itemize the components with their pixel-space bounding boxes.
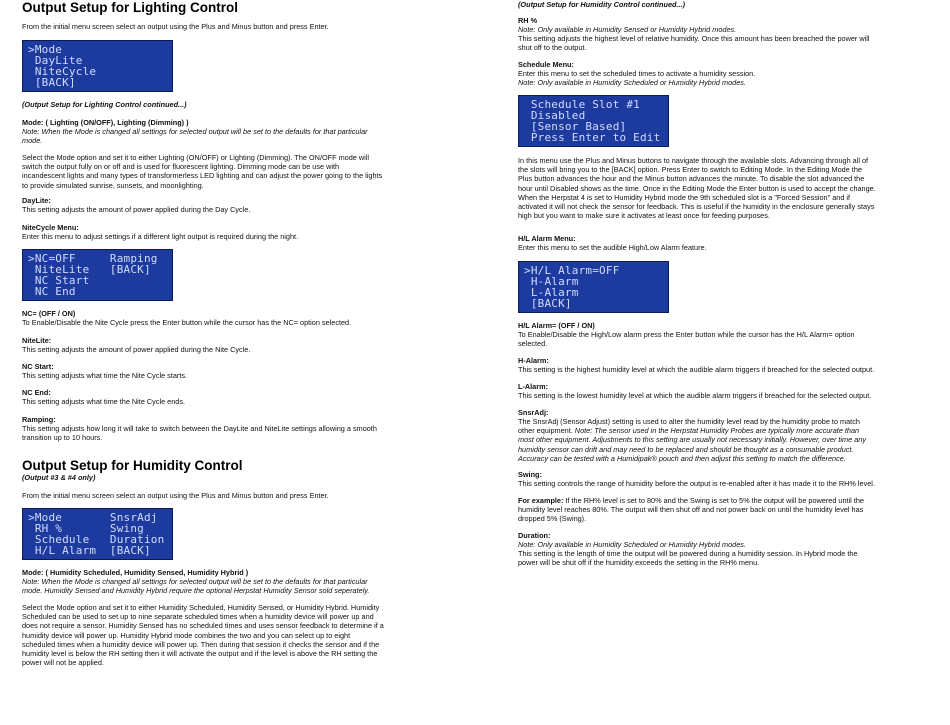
humidity-subtitle: (Output #3 & #4 only): [22, 473, 96, 482]
text-span: If the RH% level is set to 80% and the Swing is set to 5% the output will be powered until the: [563, 496, 864, 505]
text-line: This setting is the length of time the output will be powered during a humidity session. In Hybrid mode the: [518, 549, 858, 558]
rh-note: Note: Only available in Humidity Sensed or Humidity Hybrid modes.: [518, 25, 737, 34]
lcd-row: NC End: [28, 285, 76, 298]
humidity-continued-heading: (Output Setup for Humidity Control continued...): [518, 0, 685, 9]
hl-alarm-menu-text: Enter this menu to set the audible High/Low Alarm feature.: [518, 243, 707, 252]
lcd-row: >H/L Alarm=OFF: [524, 264, 620, 277]
text-line: incandescent lights and many types of transformerless LED lighting and can adjust the power going to the lights: [22, 171, 383, 181]
lcd-schedule-menu: [518, 95, 669, 147]
nitelite-text: This setting adjusts the amount of power applied during the Nite Cycle.: [22, 345, 251, 354]
text-line: Note: When the Mode is changed all settings for selected output will be set to the defaults for that particular: [22, 577, 368, 586]
lcd-humidity-menu: [22, 508, 173, 560]
lcd-row: >NC=OFF Ramping: [28, 252, 158, 265]
text-line: activated it will not check the sensor for feedback. This is useful if the humidity in the enclosure generally stays: [518, 202, 875, 212]
snsradj-heading: SnsrAdj:: [518, 408, 549, 417]
text-line-mixed: [518, 496, 930, 505]
lcd-row: [BACK]: [524, 297, 572, 310]
text-line: mode. Humidity Sensed and Humidity Hybrid require the optional Herpstat Humidity Sensor sold seperately.: [22, 586, 370, 596]
text-line: the slots will bring you to the [BACK] option. Press Enter to switch to Editing Mode. In the Editing Mode the: [518, 165, 862, 175]
text-line: Plus button advances the hour and the Minus button advances the minute. To disable the slot advanced the: [518, 174, 865, 184]
hl-alarm-menu-heading: H/L Alarm Menu:: [518, 234, 576, 243]
lcd-row: [Sensor Based]: [524, 120, 627, 133]
schedule-text: Enter this menu to set the scheduled times to activate a humidity session.: [518, 69, 756, 78]
lcd-row: NiteCycle: [28, 65, 97, 78]
lcd-row: L-Alarm: [524, 286, 579, 299]
duration-heading: Duration:: [518, 531, 551, 540]
duration-note: Note: Only available in Humidity Scheduled or Humidity Hybrid modes.: [518, 540, 746, 549]
l-alarm-heading: L-Alarm:: [518, 382, 548, 391]
text-line: humidity sensor can drift and may need to be replaced and should be thought as a consumable product.: [518, 444, 854, 454]
schedule-heading: Schedule Menu:: [518, 60, 574, 69]
lcd-row: NC Start: [28, 274, 90, 287]
humidity-mode-note: [22, 577, 442, 595]
snsradj-text: [518, 417, 930, 463]
text-line: dropped 5% (Swing).: [518, 514, 587, 524]
text-line: selected.: [518, 339, 548, 349]
ncend-text: This setting adjusts what time the Nite Cycle ends.: [22, 397, 186, 406]
nc-text: To Enable/Disable the Nite Cycle press the Enter button while the cursor has the NC= option selected.: [22, 318, 352, 327]
text-line: high but you want to make sure it activates at least once for feeding purposes.: [518, 211, 770, 221]
text-line: This setting adjusts how long it will take to switch between the DayLite and NiteLite settings allowing a smooth: [22, 424, 377, 433]
h-alarm-heading: H-Alarm:: [518, 356, 549, 365]
example-text: [518, 496, 930, 524]
lcd-row: H/L Alarm [BACK]: [28, 544, 151, 557]
mode-description: [22, 153, 442, 190]
text-line: Accuracy can be tested with a Humidipak® pouch and then adjust this setting to match the difference.: [518, 453, 846, 463]
ncstart-heading: NC Start:: [22, 362, 54, 371]
h-alarm-text: This setting is the highest humidity level at which the audible alarm triggers if breached for the selected output.: [518, 365, 875, 374]
lcd-lighting-menu: [22, 40, 173, 92]
lcd-row: Press Enter to Edit: [524, 131, 661, 144]
mode-heading: Mode: ( Lighting (ON/OFF), Lighting (Dimming) ): [22, 118, 189, 127]
humidity-mode-description: [22, 603, 442, 667]
l-alarm-text: This setting is the lowest humidity level at which the audible alarm triggers if breached for the selected output.: [518, 391, 872, 400]
lcd-row: Schedule Slot #1: [524, 98, 640, 111]
lcd-row: [BACK]: [28, 76, 76, 89]
text-line: humidity level reaches 80%. The output will then shut off and not power back on until the humidity level has: [518, 505, 864, 515]
lcd-row: DayLite: [28, 54, 83, 67]
text-line: to provide simulated sunrise, sunsets, and moonlighting.: [22, 180, 204, 190]
nitecycle-text: Enter this menu to adjust settings if a different light output is required during the night.: [22, 232, 299, 241]
lighting-continued-heading: (Output Setup for Lighting Control continued...): [22, 100, 187, 109]
lighting-intro: From the initial menu screen select an output using the Plus and Minus button and press Enter.: [22, 22, 329, 31]
lcd-nitecycle-menu: [22, 249, 173, 301]
ncend-heading: NC End:: [22, 388, 51, 397]
lcd-row: >Mode: [28, 43, 63, 56]
schedule-note: Note: Only available in Humidity Scheduled or Humidity Hybrid modes.: [518, 78, 746, 87]
mode-note: Note: When the Mode is changed all settings for selected output will be set to the defaults for that particular: [22, 127, 368, 136]
text-line: In this menu use the Plus and Minus buttons to navigate through the available slots. Advancing through all of: [518, 156, 869, 165]
example-heading: For example:: [518, 496, 564, 505]
text-line: transition up to 10 hours.: [22, 433, 103, 443]
text-line: The SnsrAdj (Sensor Adjust) setting is used to alter the humidity level read by the humidity probe to match: [518, 417, 860, 426]
text-line-mixed: [518, 426, 930, 435]
schedule-description: [518, 156, 930, 220]
ramping-heading: Ramping:: [22, 415, 56, 424]
text-line: scheduled times when a humidity device will power up. Then during that session it checks the sensor and if the: [22, 639, 380, 649]
lcd-row: Schedule Duration: [28, 533, 165, 546]
lcd-hl-alarm-menu: [518, 261, 669, 313]
humidity-intro: From the initial menu screen select an output using the Plus and Minus button and press Enter.: [22, 491, 329, 500]
page-title-humidity: Output Setup for Humidity Control: [22, 458, 243, 473]
duration-text: [518, 549, 930, 567]
page-title-lighting: Output Setup for Lighting Control: [22, 0, 238, 15]
text-line: hour until Disabled shows as the time. Once in the Editing Mode the Enter button is used to accept the change.: [518, 183, 876, 193]
text-line: shut off to the output.: [518, 43, 587, 53]
daylite-text: This setting adjusts the amount of power applied during the Day Cycle.: [22, 205, 251, 214]
text-line: When the Herpstat 4 is set to Humidity Hybrid mode the 9th scheduled slot is a "Forced Session" and if: [518, 192, 851, 202]
text-span: other equipment.: [518, 426, 575, 436]
lcd-row: >Mode SnsrAdj: [28, 511, 158, 524]
text-line: power will not be applied.: [22, 658, 104, 668]
rh-heading: RH %: [518, 16, 538, 25]
lcd-row: NiteLite [BACK]: [28, 263, 151, 276]
text-line: Select the Mode option and set it to either Humidity Scheduled, Humidity Sensed, or Humidity Hybrid. Humidity: [22, 603, 380, 612]
hl-alarm-setting-text: [518, 330, 930, 348]
text-line: switch the output fully on or off and is used for fluorescent lighting. Dimming mode can be use with: [22, 162, 340, 172]
ramping-text: [22, 424, 442, 442]
mode-note: mode.: [22, 136, 43, 145]
swing-heading: Swing:: [518, 470, 542, 479]
swing-text: This setting controls the range of humidity before the output is re-enabled after it has made it to the RH% level.: [518, 479, 875, 488]
lcd-row: H-Alarm: [524, 275, 579, 288]
text-line: This setting adjusts the highest level of relative humidity. Once this amount has been breached the power will: [518, 34, 870, 43]
rh-text: [518, 34, 930, 52]
text-line: humidity device will power up. Humidity Hybrid mode combines the two and you can select up to eight: [22, 630, 351, 640]
text-line: Select the Mode option and set it to either Lighting (ON/OFF) or Lighting (Dimming). The ON/OFF mode will: [22, 153, 370, 162]
nc-heading: NC= (OFF / ON): [22, 309, 76, 318]
lcd-row: Disabled: [524, 109, 586, 122]
text-line: power will be shut off if the humidity exceeds the setting in the RH% menu.: [518, 558, 760, 568]
ncstart-text: This setting adjusts what time the Nite Cycle starts.: [22, 371, 188, 380]
nitecycle-heading: NiteCycle Menu:: [22, 223, 79, 232]
text-line: does not require a sensor. Humidity Sensed has no scheduled times and uses sensor feedback to determine if a: [22, 621, 384, 631]
nitelite-heading: NiteLite:: [22, 336, 52, 345]
humidity-mode-heading: Mode: ( Humidity Scheduled, Humidity Sensed, Humidity Hybrid ): [22, 568, 249, 577]
text-line: most other equipment. Adjustments to this setting are usually not necessary initially. However, over time any: [518, 435, 866, 445]
snsradj-note-inline: Note: The sensor used in the Herpstat Humidity Probes are typically more accurate than: [574, 426, 860, 436]
text-line: Scheduled can be used to set up to nine separate scheduled times when a humidity device will power up and: [22, 612, 374, 622]
daylite-heading: DayLite:: [22, 196, 51, 205]
hl-alarm-setting-heading: H/L Alarm= (OFF / ON): [518, 321, 595, 330]
lcd-row: RH % Swing: [28, 522, 144, 535]
text-line: To Enable/Disable the High/Low alarm press the Enter button while the cursor has the H/L Alarm= option: [518, 330, 855, 339]
text-line: humidity level is below the RH setting then it will activate the output and if the level is above the RH setting the: [22, 649, 378, 659]
